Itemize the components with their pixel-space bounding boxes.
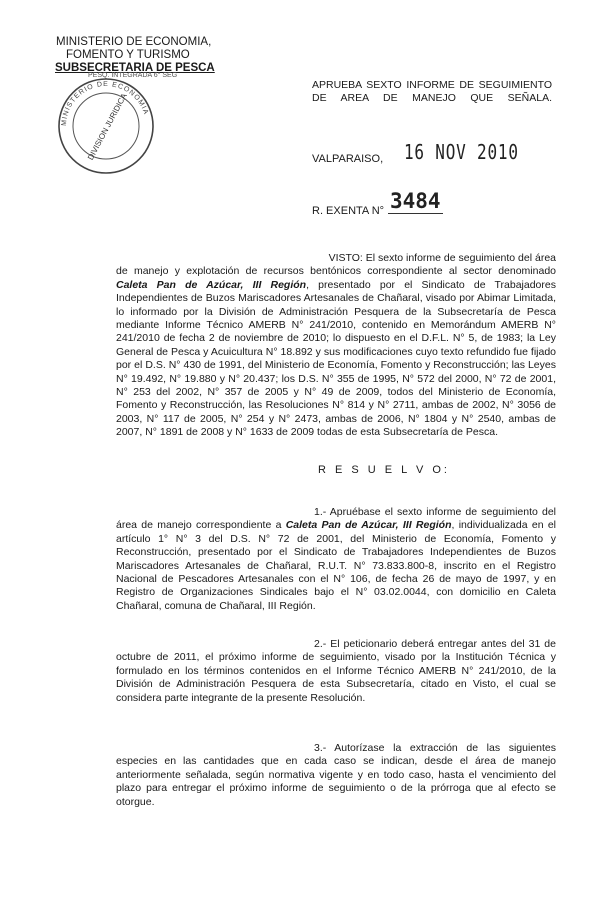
item2-text: 2.- El peticionario deberá entregar antes del 31 de octubre de 2011, el próximo informe de seguimiento, visado por la Institución Técnica y formulado en los términos contenidos en el Informe Técnico AMERB N° 241/2010, de la División de Administración Pesquera de esta Subsecretaría, citado en Visto, el cual se considera parte integrante de la presente Resolución. xyxy=(116,638,556,704)
item1-text-2: , individualizada en el artículo 1° N° 3 del D.S. N° 72 de 2001, del Ministerio de Economía, Fomento y Reconstrucción, presentado por el Sindicato de Trabajadores Independientes de Buzos Mariscadores Artesanales de Chañaral, R.U.T. N° 73.833.800-8, inscrito en el Registro Nacional de Pescadores Artesanales con el N° 106, de fecha 26 de mayo de 1997, y en Registro de Organizaciones Sindicales bajo el N° 03.02.0044, con domicilio en Caleta Chañaral, comuna de Chañaral, III Región. xyxy=(116,519,556,612)
department-code: PESQ. INTEGRADA 6° SEG xyxy=(88,72,178,79)
item3-text: 3.- Autorízase la extracción de las siguientes especies en las cantidades que en cada caso se indican, desde el área de manejo anteriormente señalada, según normativa vigente y en todo caso, hasta el vencimiento del plazo para entregar el próximo informe de seguimiento o de la prórroga que al efecto se otorgue. xyxy=(116,742,556,808)
ministry-subtitle: FOMENTO Y TURISMO xyxy=(66,49,190,61)
stamp-text: DIVISION JURIDICA xyxy=(85,91,129,162)
visto-area-name: Caleta Pan de Azúcar, III Región xyxy=(116,278,307,291)
resuelvo-heading: R E S U E L V O: xyxy=(318,464,450,476)
item1-text-1: 1.- Apruébase el sexto informe de seguimiento del área de manejo correspondiente a xyxy=(116,506,556,532)
resolution-item-2 xyxy=(116,638,556,705)
visto-section xyxy=(116,265,556,439)
visto-text-1: de manejo y explotación de recursos bentónicos correspondiente al sector denominado xyxy=(116,265,556,278)
item1-area-name: Caleta Pan de Azúcar, III Región xyxy=(285,519,452,532)
resolution-item-1 xyxy=(116,506,556,613)
resolution-number-underline xyxy=(388,213,443,214)
visto-lead xyxy=(116,252,556,265)
stamped-date: 16 NOV 2010 xyxy=(404,140,519,164)
resolution-subject: APRUEBA SEXTO INFORME DE SEGUIMIENTO DE AREA DE MANEJO QUE SEÑALA. xyxy=(312,79,552,104)
division-juridica-stamp xyxy=(54,74,158,178)
ministry-name: MINISTERIO DE ECONOMIA, xyxy=(56,36,212,48)
visto-lead-text: VISTO: El sexto informe de seguimiento del área xyxy=(328,252,556,264)
resolution-item-3 xyxy=(116,742,556,809)
visto-text-2: , presentado por el Sindicato de Trabajadores Independientes de Buzos Mariscadores Artesanales de Chañaral, visado por Abimar Limitada, lo informado por la División de Administración Pesquera de la Subsecretaría de Pesca mediante Informe Técnico AMERB N° 241/2010, contenido en Memorándum AMERB N° 241/2010 de fecha 2 de noviembre de 2010; lo dispuesto en el D.F.L. N° 5, de 1983; la Ley General de Pesca y Acuicultura N° 18.892 y sus modificaciones cuyo texto refundido fue fijado por el D.S. N° 430 de 1991, del Ministerio de Economía, Fomento y Reconstrucción; las Leyes N° 19.492, N° 19.880 y N° 20.437; los D.S. N° 355 de 1995, N° 572 del 2000, N° 72 de 2001, N° 253 del 2002, N° 357 de 2005 y N° 49 de 2009, todos del Ministerio de Economía, Fomento y Reconstrucción, las Resoluciones N° 814 y N° 2711, ambas de 2002, N° 3056 de 2003, N° 117 de 2005, N° 254 y N° 2473, ambas de 2006, N° 1804 y N° 2540, ambas de 2007, N° 1891 de 2008 y N° 1633 de 2009 todas de esta Subsecretaría de Pesca. xyxy=(116,278,556,439)
stamp-ring-text: MINISTERIO DE ECONOMIA xyxy=(60,80,150,127)
resolution-number: 3484 xyxy=(390,189,441,213)
resolution-label: R. EXENTA N° xyxy=(312,205,385,217)
subsecretaria-title: SUBSECRETARIA DE PESCA xyxy=(55,62,215,74)
place-label: VALPARAISO, xyxy=(312,153,384,165)
